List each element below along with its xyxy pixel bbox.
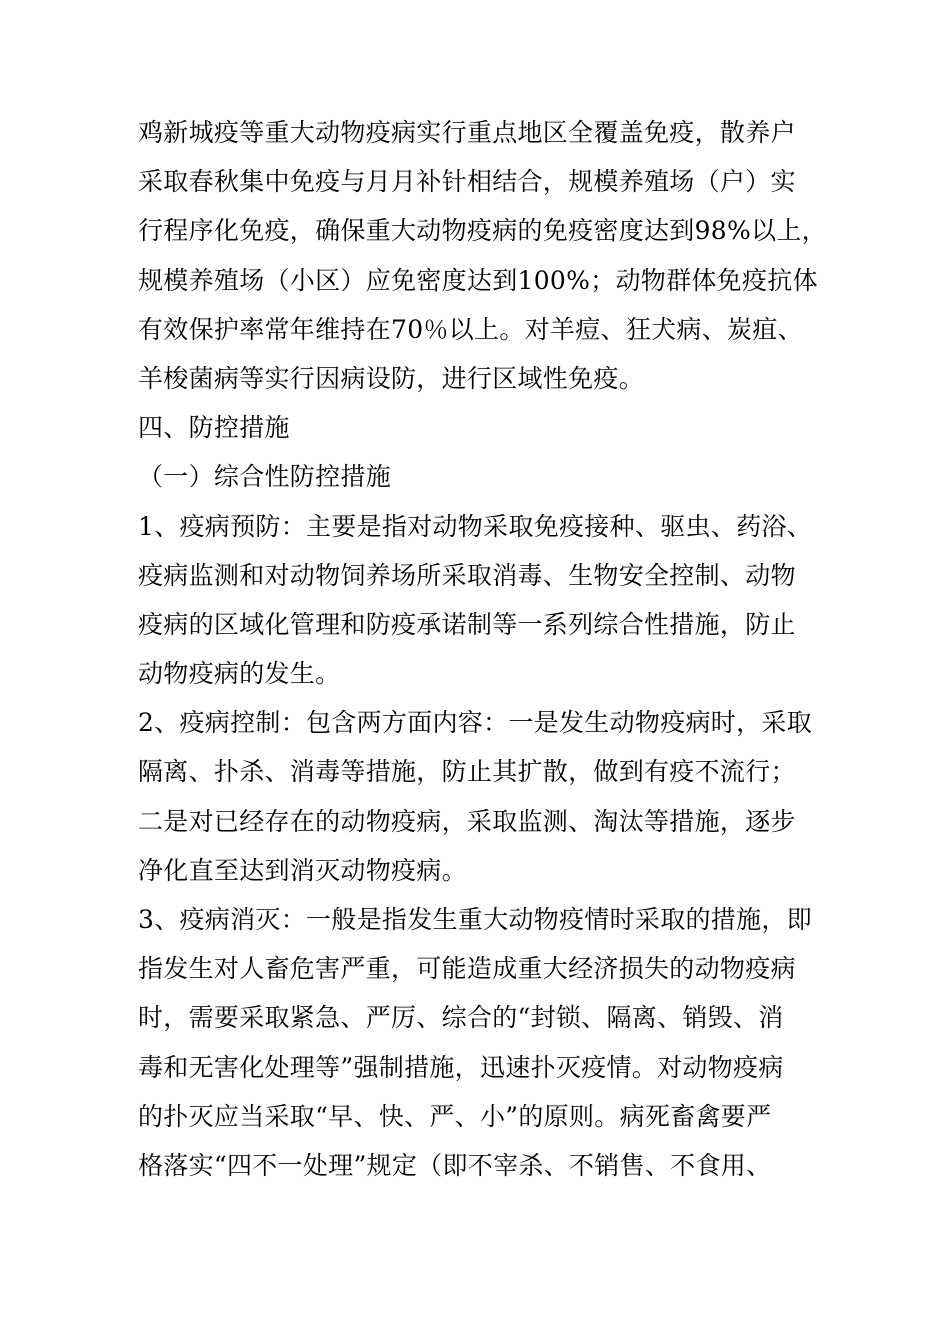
paragraph-line: 1、疫病预防：主要是指对动物采取免疫接种、驱虫、药浴、 bbox=[138, 511, 813, 541]
paragraph-line: 3、疫病消灭：一般是指发生重大动物疫情时采取的措施，即 bbox=[138, 905, 813, 934]
paragraph-line: 指发生对人畜危害严重，可能造成重大经济损失的动物疫病 bbox=[138, 954, 796, 984]
paragraph-line: 的扑灭应当采取“早、快、严、小”的原则。病死畜禽要严 bbox=[138, 1101, 772, 1131]
subsection-heading: （一）综合性防控措施 bbox=[138, 462, 392, 492]
paragraph-line: 净化直至达到消灭动物疫病。 bbox=[138, 855, 467, 885]
section-heading: 四、防控措施 bbox=[138, 413, 290, 443]
paragraph-line: 时，需要采取紧急、严厉、综合的“封锁、隔离、销毁、消 bbox=[138, 1003, 784, 1033]
paragraph-line: 羊梭菌病等实行因病设防，进行区域性免疫。 bbox=[138, 363, 645, 393]
paragraph-line: 鸡新城疫等重大动物疫病实行重点地区全覆盖免疫，散养户 bbox=[138, 118, 796, 147]
paragraph-line: 二是对已经存在的动物疫病，采取监测、淘汰等措施，逐步 bbox=[138, 806, 796, 836]
paragraph-line: 动物疫病的发生。 bbox=[138, 659, 341, 689]
paragraph-line: 采取春秋集中免疫与月月补针相结合，规模养殖场（户）实 bbox=[138, 167, 796, 197]
document-body bbox=[138, 108, 828, 1190]
paragraph-line: 规模养殖场（小区）应免密度达到100%；动物群体免疫抗体 bbox=[138, 265, 818, 295]
paragraph-line: 2、疫病控制：包含两方面内容：一是发生动物疫病时，采取 bbox=[138, 708, 813, 738]
paragraph-line: 疫病监测和对动物饲养场所采取消毒、生物安全控制、动物 bbox=[138, 560, 796, 590]
paragraph-line: 有效保护率常年维持在70％以上。对羊痘、狂犬病、炭疽、 bbox=[138, 314, 803, 344]
paragraph-line: 格落实“四不一处理”规定（即不宰杀、不销售、不食用、 bbox=[138, 1150, 772, 1180]
paragraph-line: 行程序化免疫，确保重大动物疫病的免疫密度达到98%以上， bbox=[138, 216, 827, 246]
paragraph-line: 毒和无害化处理等”强制措施，迅速扑灭疫情。对动物疫病 bbox=[138, 1052, 784, 1082]
paragraph-line: 疫病的区域化管理和防疫承诺制等一系列综合性措施，防止 bbox=[138, 609, 796, 639]
paragraph-line: 隔离、扑杀、消毒等措施，防止其扩散，做到有疫不流行； bbox=[138, 757, 796, 787]
